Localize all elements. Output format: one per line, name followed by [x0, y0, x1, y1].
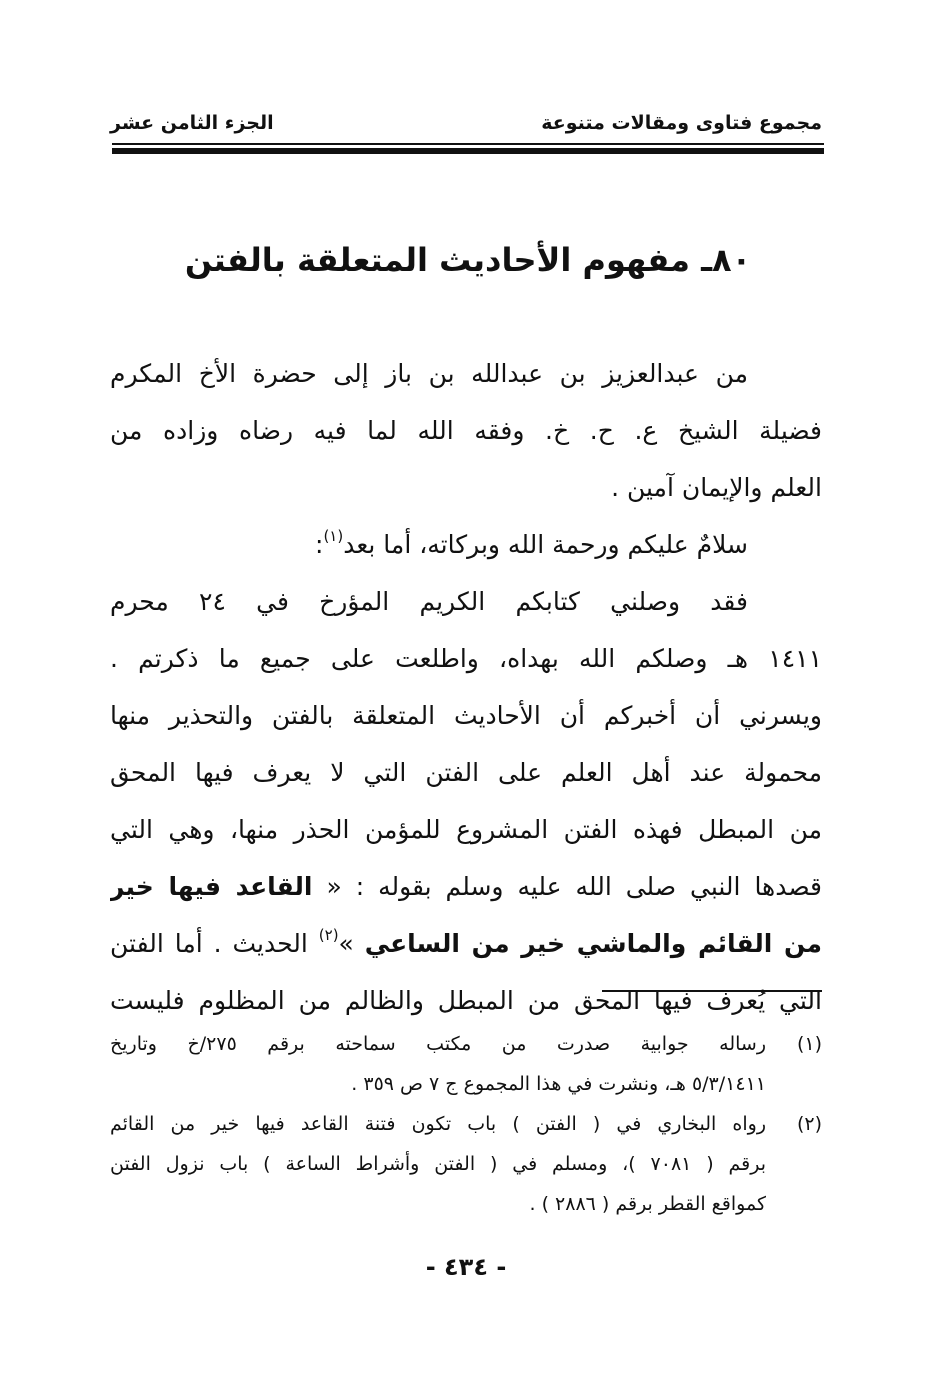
body-line-10	[110, 858, 822, 915]
body-line-5: فقد وصلني كتابكم الكريم المؤرخ في ٢٤ محرم	[110, 587, 749, 616]
page-number: - ٤٣٤ -	[425, 1253, 507, 1281]
header-rule-thick	[112, 148, 824, 154]
body-line-4	[110, 516, 822, 573]
hadith-intro: قصدها النبي صلى الله عليه وسلم بقوله : «	[312, 872, 822, 901]
footnote-separator	[602, 990, 822, 992]
body-line-7: ويسرني أن أخبركم أن الأحاديث المتعلقة بالفتن والتحذير منها	[110, 701, 822, 730]
body-line-3: العلم والإيمان آمين .	[611, 473, 822, 502]
body-line-11	[110, 915, 822, 972]
body-line-1: من عبدالعزيز بن عبدالله بن باز إلى حضرة الأخ المكرم	[110, 359, 748, 388]
footnote-number: (١)	[796, 1033, 822, 1055]
footnote-line: كمواقع القطر برقم ( ٢٨٨٦ ) .	[529, 1193, 766, 1215]
footnote-1	[110, 1024, 822, 1104]
hadith-quote-part-2: من القائم والماشي خير من الساعي	[364, 929, 822, 958]
header-rule-thin	[112, 143, 824, 145]
footnote-ref-1[interactable]: (١)	[323, 527, 344, 545]
body-line-6: ١٤١١ هـ وصلكم الله بهداه، واطلعت على جميع ما ذكرتم .	[110, 644, 822, 673]
salutation-text: سلامٌ عليكم ورحمة الله وبركاته، أما بعد	[343, 530, 748, 559]
footnotes	[110, 1024, 822, 1224]
body-line-12: التي يُعرف فيها المحق من المبطل والظالم من المظلوم فليست	[110, 986, 822, 1015]
chapter-title: ٨٠ـ مفهوم الأحاديث المتعلقة بالفتن	[184, 241, 752, 279]
footnote-line: رواه البخاري في ( الفتن ) باب تكون فتنة القاعد فيها خير من القائم	[110, 1113, 766, 1135]
hadith-after: الحديث . أما الفتن	[110, 929, 319, 958]
running-header	[110, 112, 822, 142]
footnote-line: ٥/٣/١٤١١ هـ، ونشرت في هذا المجموع ج ٧ ص ٣٥٩ .	[351, 1073, 766, 1095]
body-line-9: من المبطل فهذه الفتن المشروع للمؤمن الحذر منها، وهي التي	[110, 815, 822, 844]
hadith-quote-part-1: القاعد فيها خير	[110, 872, 313, 901]
footnote-2	[110, 1104, 822, 1224]
footnote-line: برقم ( ٧٠٨١ )، ومسلم في ( الفتن وأشراط الساعة ) باب نزول الفتن	[110, 1153, 766, 1175]
hadith-close-quote: »	[338, 929, 365, 958]
footnote-number: (٢)	[796, 1113, 822, 1135]
footnote-line: رساله جوابية صدرت من مكتب سماحته برقم ٢٧٥/خ وتاريخ	[110, 1033, 766, 1055]
salutation-colon: :	[315, 530, 324, 559]
body-line-8: محمولة عند أهل العلم على الفتن التي لا يعرف فيها المحق	[110, 758, 822, 787]
volume-label: الجزء الثامن عشر	[110, 112, 274, 134]
body-line-2: فضيلة الشيخ ع. ح. خ. وفقه الله لما فيه رضاه وزاده من	[110, 416, 822, 445]
letter-body	[110, 345, 822, 1029]
collection-title: مجموع فتاوى ومقالات متنوعة	[541, 112, 822, 134]
footnote-ref-2[interactable]: (٢)	[318, 926, 339, 944]
